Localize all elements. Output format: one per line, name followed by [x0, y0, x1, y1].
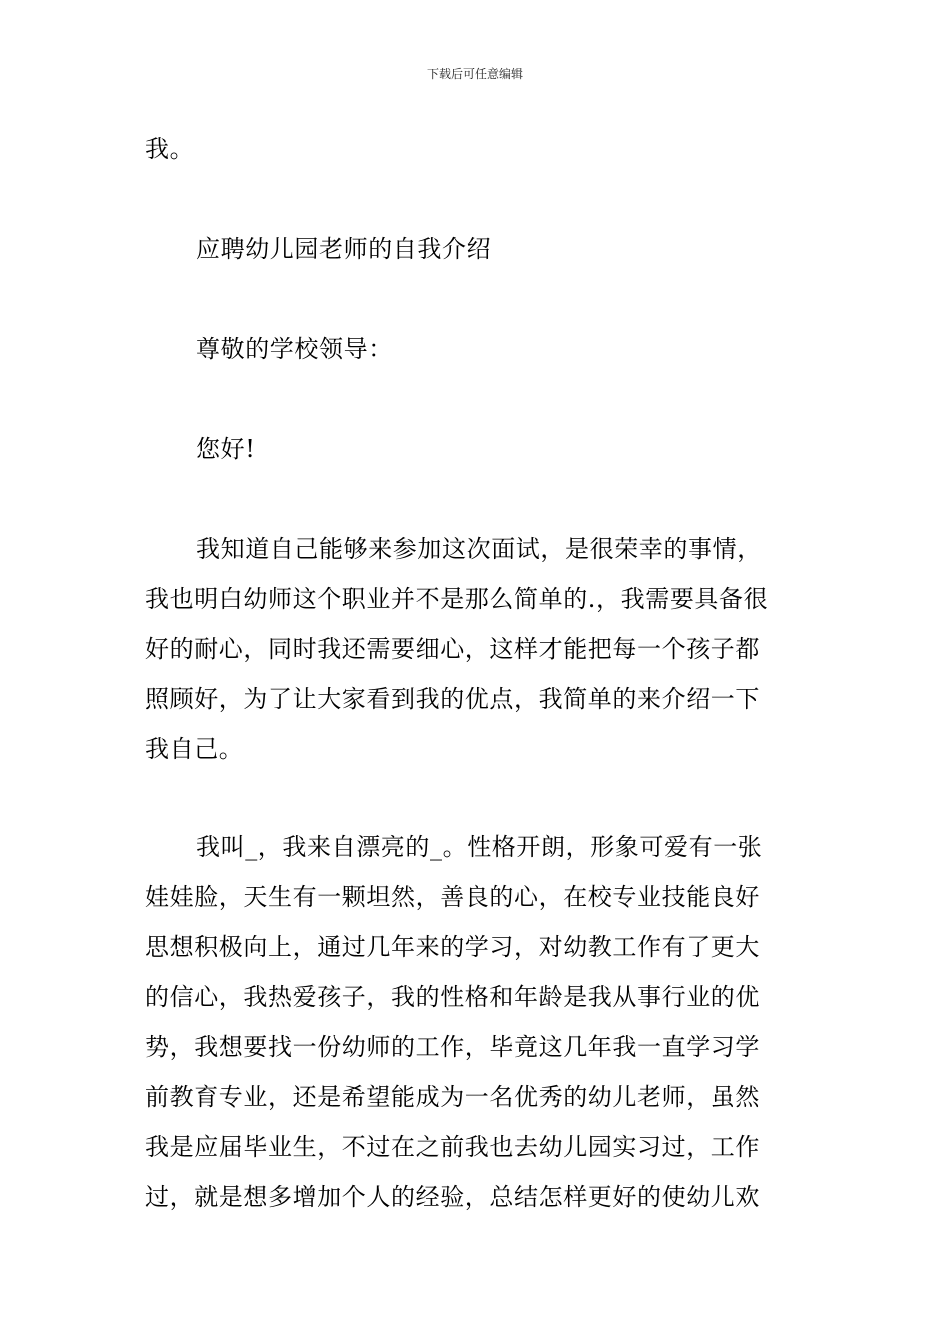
paragraph-1-line: 我知道自己能够来参加这次面试，是很荣幸的事情，: [196, 535, 762, 563]
paragraph-2-line: 势，我想要找一份幼师的工作，毕竟这几年我一直学习学: [145, 1033, 760, 1061]
paragraph-2-line: 娃娃脸，天生有一颗坦然，善良的心，在校专业技能良好: [145, 883, 760, 911]
greeting: 您好!: [196, 435, 256, 463]
paragraph-2-line: 过，就是想多增加个人的经验，总结怎样更好的使幼儿欢: [145, 1183, 760, 1211]
salutation: 尊敬的学校领导：: [196, 335, 393, 363]
continued-text-line: 我。: [145, 135, 195, 163]
paragraph-2-line: 前教育专业，还是希望能成为一名优秀的幼儿老师，虽然: [145, 1083, 760, 1111]
paragraph-2-line: 我是应届毕业生，不过在之前我也去幼儿园实习过，工作: [145, 1133, 760, 1161]
paragraph-2-line: 思想积极向上，通过几年来的学习，对幼教工作有了更大: [145, 933, 760, 961]
paragraph-1-line: 我也明白幼师这个职业并不是那么简单的.，我需要具备很: [145, 585, 769, 613]
paragraph-1-line: 好的耐心，同时我还需要细心，这样才能把每一个孩子都: [145, 635, 760, 663]
document-title: 应聘幼儿园老师的自我介绍: [196, 235, 492, 263]
paragraph-2-line: 我叫_，我来自漂亮的_。性格开朗，形象可爱有一张: [196, 833, 763, 861]
paragraph-2-line: 的信心，我热爱孩子，我的性格和年龄是我从事行业的优: [145, 983, 760, 1011]
page-header: 下载后可任意编辑: [426, 67, 523, 81]
paragraph-1-line: 照顾好，为了让大家看到我的优点，我简单的来介绍一下: [145, 685, 760, 713]
paragraph-1-line: 我自己。: [145, 735, 244, 763]
